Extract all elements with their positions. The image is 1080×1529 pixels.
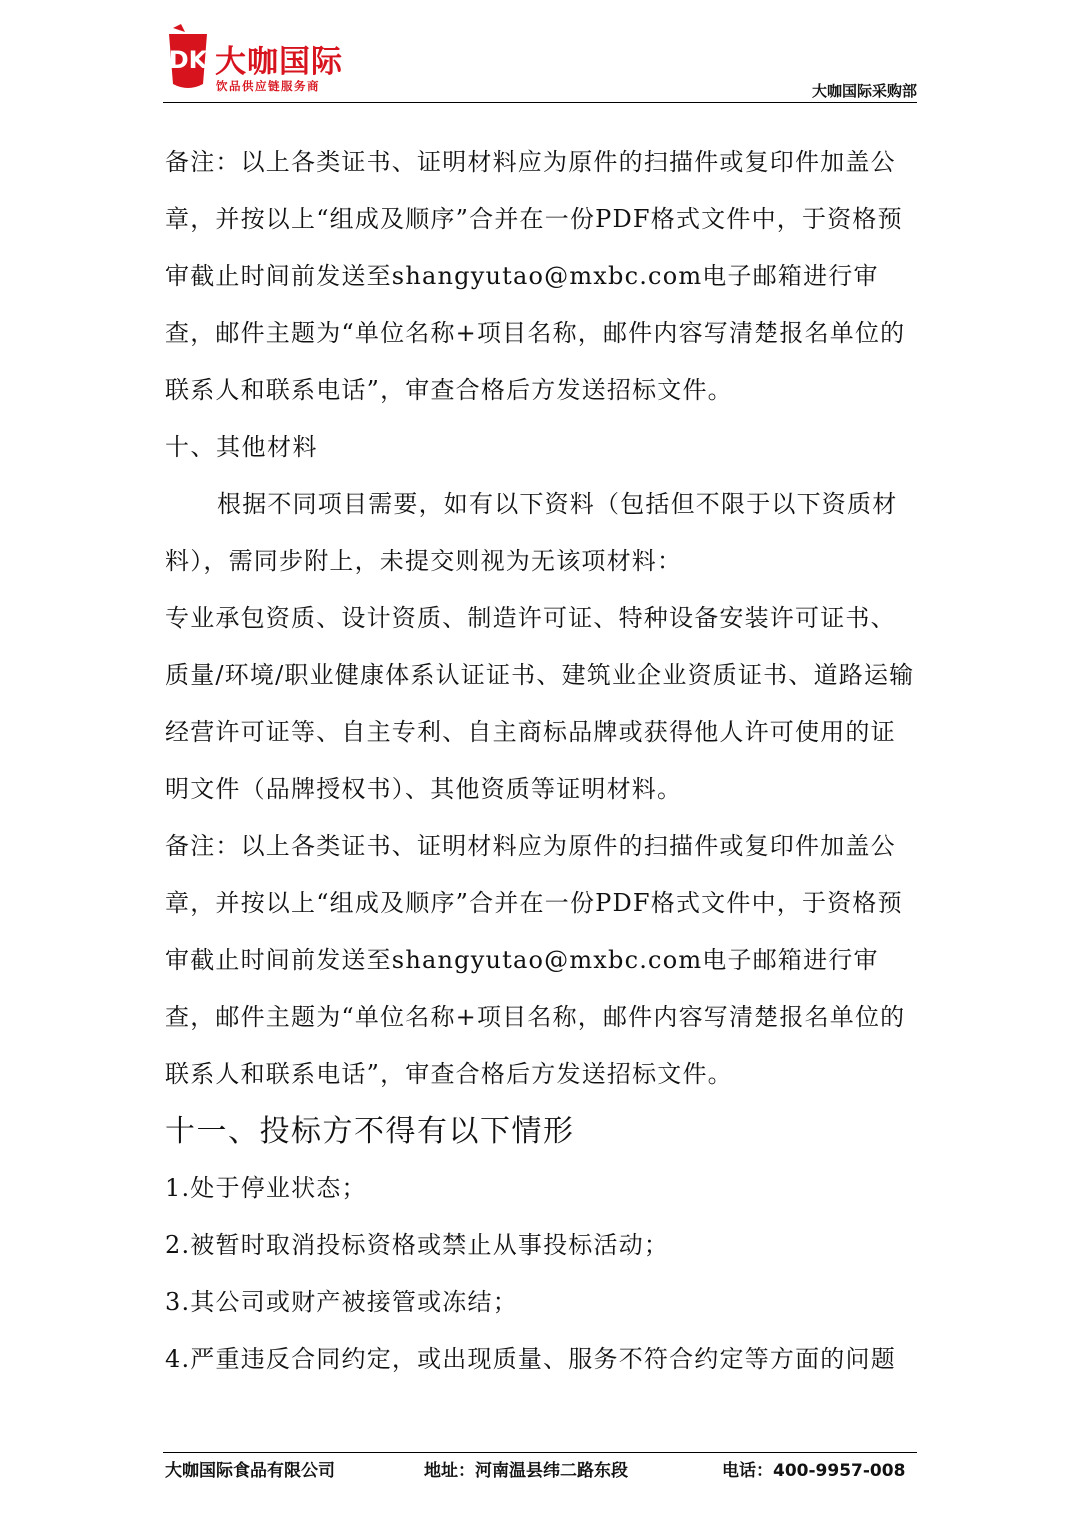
header-divider <box>163 102 917 103</box>
list-item-3: 3.其公司或财产被接管或冻结； <box>165 1288 518 1316</box>
footer-divider <box>163 1452 917 1453</box>
logo-badge-text: DK <box>168 46 208 74</box>
list-item-1: 1.处于停业状态； <box>165 1174 367 1202</box>
dk-logo-icon <box>163 24 213 94</box>
footer-company: 大咖国际食品有限公司 <box>165 1461 335 1481</box>
list-item-4: 4.严重违反合同约定，或出现质量、服务不符合约定等方面的问题 <box>165 1345 896 1373</box>
section-11-title: 十一、投标方不得有以下情形 <box>165 1114 575 1149</box>
section-10-intro: 根据不同项目需要，如有以下资料（包括但不限于以下资质材料），需同步附上，未提交则视为无该项材料： <box>165 490 898 575</box>
footer-phone: 电话：400-9957-008 <box>722 1461 906 1481</box>
department-label: 大咖国际采购部 <box>811 82 917 100</box>
note-paragraph-1: 备注：以上各类证书、证明材料应为原件的扫描件或复印件加盖公章，并按以上“组成及顺序”合并在一份PDF格式文件中，于资格预审截止时间前发送至shangyutao@mxbc.com电子邮箱进行审查，邮件主题为“单位名称+项目名称，邮件内容写清楚报名单位的联系人和联系电话”，审查合格后方发送招标文件。 <box>165 148 906 404</box>
company-logo <box>163 22 343 97</box>
logo-name: 大咖国际 <box>215 44 343 80</box>
document-body <box>165 134 920 1388</box>
logo-tagline: 饮品供应链服务商 <box>216 79 320 93</box>
note-paragraph-2: 备注：以上各类证书、证明材料应为原件的扫描件或复印件加盖公章，并按以上“组成及顺序”合并在一份PDF格式文件中，于资格预审截止时间前发送至shangyutao@mxbc.com电子邮箱进行审查，邮件主题为“单位名称+项目名称，邮件内容写清楚报名单位的联系人和联系电话”，审查合格后方发送招标文件。 <box>165 832 906 1088</box>
section-10-title: 十、其他材料 <box>165 433 318 461</box>
section-10-list: 专业承包资质、设计资质、制造许可证、特种设备安装许可证书、质量/环境/职业健康体系认证证书、建筑业企业资质证书、道路运输经营许可证等、自主专利、自主商标品牌或获得他人许可使用的证明文件（品牌授权书）、其他资质等证明材料。 <box>165 604 915 803</box>
footer-address: 地址：河南温县纬二路东段 <box>424 1461 628 1481</box>
list-item-2: 2.被暂时取消投标资格或禁止从事投标活动； <box>165 1231 670 1259</box>
